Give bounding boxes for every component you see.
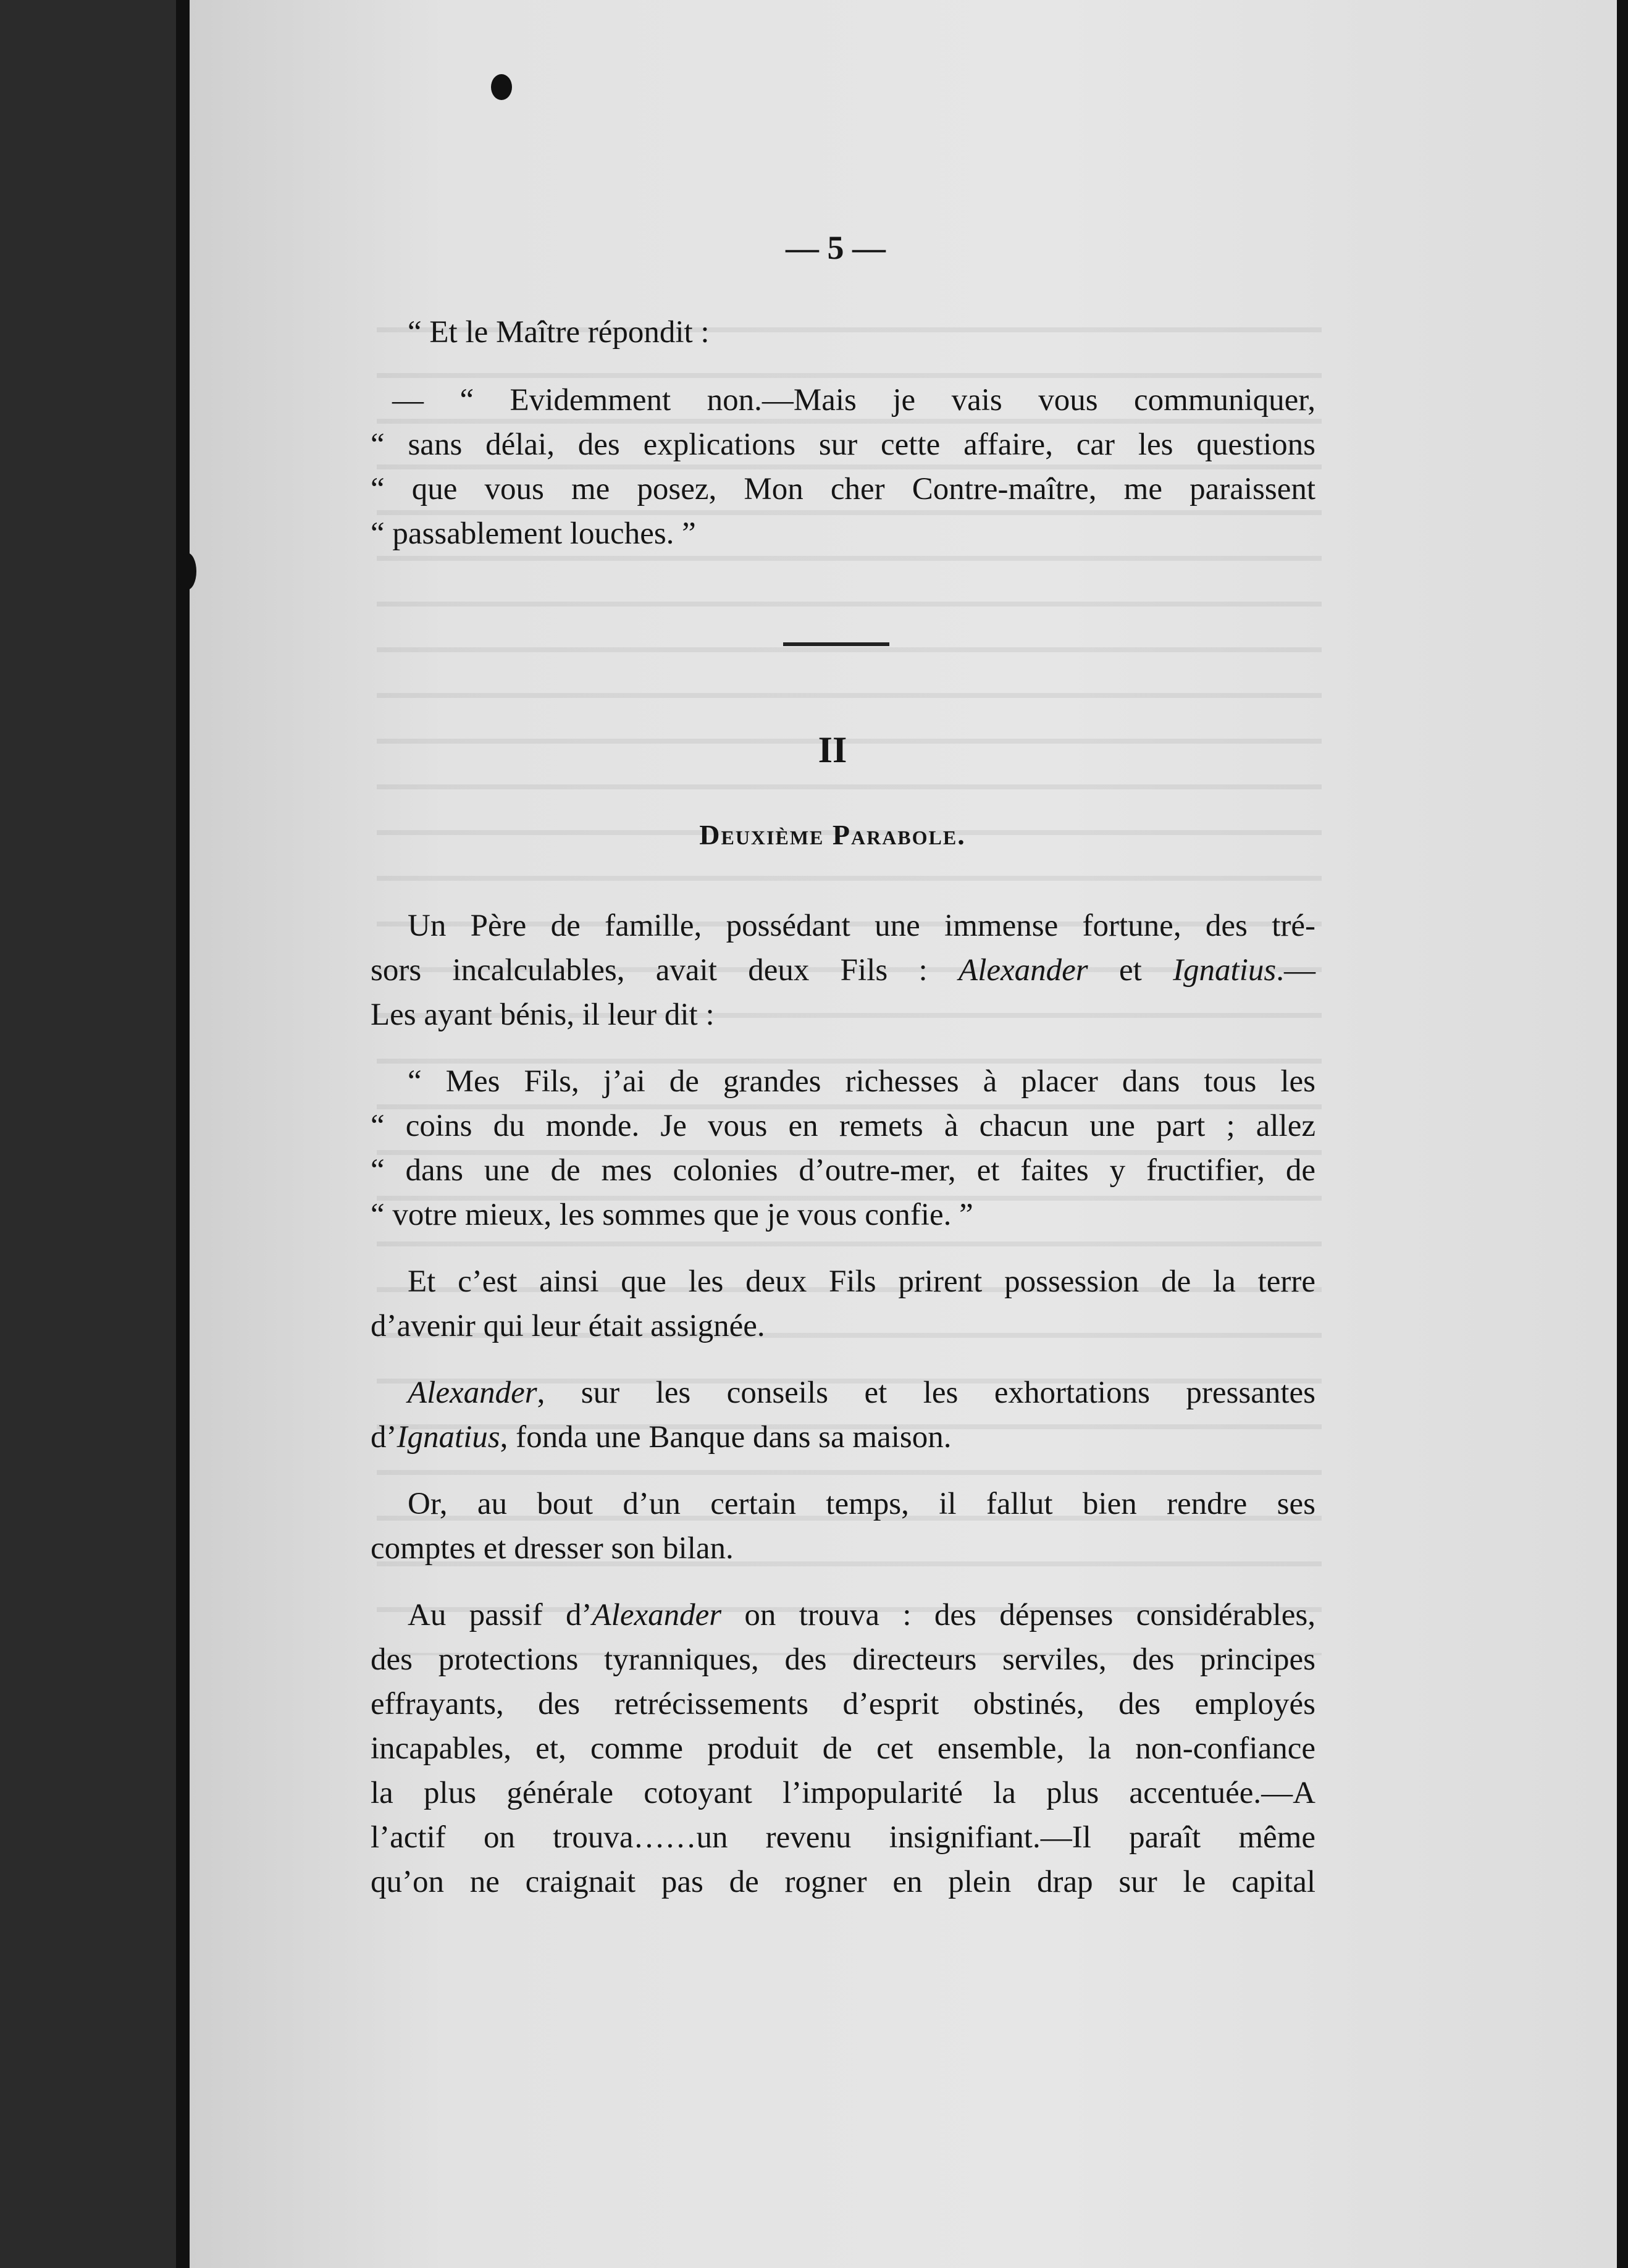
paragraph-line: la plus générale cotoyant l’impopularité la plus accentuée.—A [371, 1776, 1315, 1810]
scan-left-margin [0, 0, 176, 2268]
quote-block [371, 310, 1315, 556]
body-text [371, 904, 1315, 1904]
paragraph-line: effrayants, des retrécissements d’esprit obstinés, des employés [371, 1687, 1315, 1721]
paragraph-line: Au passif d’Alexander on trouva : des dépenses considérables, [408, 1598, 1315, 1632]
name-alexander: Alexander [959, 953, 1088, 988]
quote-line: “ sans délai, des explications sur cette affaire, car les questions [371, 427, 1315, 462]
paragraph-line: l’actif on trouva……un revenu insignifiant.—Il paraît même [371, 1820, 1315, 1855]
paragraph-line: d’Ignatius, fonda une Banque dans sa maison. [371, 1420, 952, 1455]
name-alexander: Alexander [408, 1376, 537, 1410]
paragraph-line: d’avenir qui leur était assignée. [371, 1309, 765, 1343]
paragraph-line: sors incalculables, avait deux Fils : Alexander et Ignatius.— [371, 953, 1315, 988]
speech-line: “ votre mieux, les sommes que je vous confie. ” [371, 1198, 973, 1232]
scan-left-edge-line [176, 0, 190, 2268]
binding-hole-mark [178, 553, 196, 590]
speech-line: “ Mes Fils, j’ai de grandes richesses à placer dans tous les [408, 1064, 1315, 1099]
name-ignatius: Ignatius [1173, 953, 1277, 988]
paragraph-line: incapables, et, comme produit de cet ensemble, la non-confiance [371, 1731, 1315, 1766]
section-divider [783, 642, 889, 646]
paragraph-line: Un Père de famille, possédant une immense fortune, des tré- [408, 909, 1315, 943]
paragraph-line: qu’on ne craignait pas de rogner en plein drap sur le capital [371, 1865, 1315, 1899]
paragraph-line: Alexander, sur les conseils et les exhortations pressantes [408, 1376, 1315, 1410]
speech-line: “ coins du monde. Je vous en remets à chacun une part ; allez [371, 1109, 1315, 1143]
speech-line: “ dans une de mes colonies d’outre-mer, et faites y fructifier, de [371, 1153, 1315, 1188]
quote-line: — “ Evidemment non.—Mais je vais vous communiquer, [392, 383, 1315, 418]
ink-blot [491, 74, 512, 100]
name-ignatius: Ignatius [397, 1420, 500, 1455]
quote-line: “ passablement louches. ” [371, 516, 696, 551]
paragraph-line: Les ayant bénis, il leur dit : [371, 998, 715, 1032]
paragraph-line: comptes et dresser son bilan. [371, 1531, 734, 1566]
name-alexander: Alexander [592, 1598, 722, 1632]
section-numeral: II [818, 729, 847, 770]
quote-intro: “ Et le Maître répondit : [408, 315, 710, 350]
scan-right-edge-line [1617, 0, 1628, 2268]
page-number: — 5 — [786, 229, 886, 266]
paragraph-line: des protections tyranniques, des directeurs serviles, des principes [371, 1642, 1315, 1677]
quote-line: “ que vous me posez, Mon cher Contre-maître, me paraissent [371, 472, 1315, 506]
paragraph-line: Or, au bout d’un certain temps, il fallut bien rendre ses [408, 1487, 1315, 1521]
section-title: Deuxième Parabole. [699, 819, 966, 850]
paragraph-line: Et c’est ainsi que les deux Fils prirent possession de la terre [408, 1264, 1315, 1299]
